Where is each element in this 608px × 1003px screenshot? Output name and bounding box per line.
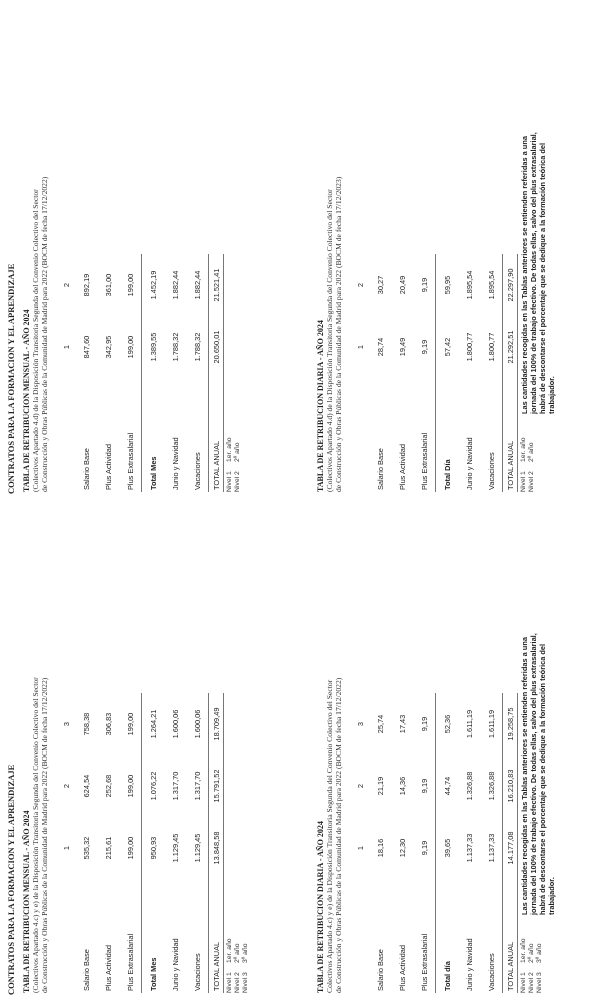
cell-value: 16.210,83 (503, 755, 518, 817)
cell-value: 21.292,51 (503, 316, 518, 378)
level-label: Nivel 1 (226, 471, 233, 492)
cell-value: 199,00 (125, 836, 135, 860)
cell-value: 39,65 (436, 817, 459, 879)
table-row (413, 693, 436, 993)
table-row (119, 693, 142, 993)
column-header: 2 (61, 783, 71, 789)
column-header: 1 (355, 845, 365, 851)
table-row (186, 254, 209, 492)
column-header: 1 (61, 845, 71, 851)
cell-value: 950,93 (142, 817, 165, 879)
cell-value: 9,19 (419, 716, 429, 732)
year-label: 2º año (234, 442, 241, 462)
cell-value: 1.326,88 (464, 771, 474, 801)
table-row (458, 254, 480, 492)
table-row (369, 254, 391, 492)
cell-value: 59,95 (436, 254, 459, 316)
table-row-total (142, 254, 165, 492)
footnote: Las cantidades recogidas en las Tablas anteriores se entienden referidas a una jornada del 100% de trabajo efectivo. De todas ellas, salvo del plus extrasalarial, habrá de descontarse el porcentaje que se dedique a la formación teórica del trabajador. (520, 633, 556, 915)
table-row-total (436, 254, 459, 492)
section-title: TABLA DE RETRIBUCION DIARIA - AÑO 2024 (316, 320, 325, 492)
table-row (164, 693, 186, 993)
row-label: Total Día (436, 378, 459, 492)
level-label: Nivel 2 (528, 471, 535, 492)
table-row (369, 693, 391, 993)
cell-value: 1.882,44 (170, 270, 180, 300)
cell-value: 20.650,01 (209, 316, 224, 378)
panel-two-levels (0, 0, 608, 500)
year-label: 1er. año (226, 437, 233, 462)
row-label: Total Mes (142, 378, 165, 492)
level-label: Nivel 1 (520, 471, 527, 492)
year-label: 1er. año (226, 938, 233, 963)
row-label: Plus Extrasalarial (419, 432, 429, 490)
cell-value: 1.895,54 (464, 270, 474, 300)
row-label: Plus Actividad (103, 443, 113, 490)
cell-value: 19,49 (397, 337, 407, 357)
row-label: Total Mes (142, 879, 165, 993)
level-legend (520, 422, 536, 492)
column-header: 3 (355, 721, 365, 727)
cell-value: 25,74 (375, 714, 385, 734)
cell-value: 1.800,77 (486, 332, 496, 362)
salary-table (351, 693, 518, 993)
section-subtitle-line1: (Colectivos Apartado 4.d) de la Disposición Transitoria Segunda del Convenio Colectivo del Sector (31, 189, 40, 492)
cell-value: 12,30 (397, 838, 407, 858)
cell-value: 1.452,19 (142, 254, 165, 316)
row-label: Plus Extrasalarial (125, 933, 135, 991)
cell-value: 1.611,19 (464, 709, 474, 739)
table-row (458, 693, 480, 993)
table-row (391, 693, 413, 993)
row-label: TOTAL ANUAL (503, 378, 518, 492)
cell-value: 847,60 (81, 335, 91, 359)
cell-value: 1.326,88 (486, 771, 496, 801)
table-diaria-2-niveles (316, 22, 556, 492)
row-label: TOTAL ANUAL (209, 879, 224, 993)
cell-value: 1.129,45 (170, 833, 180, 863)
cell-value: 21,19 (375, 776, 385, 796)
cell-value: 17,43 (397, 714, 407, 734)
section-subtitle-line2: de Construcción y Obras Públicas de la Comunidad de Madrid para 2022 (BOCM de fecha 17/12/2022) (40, 677, 49, 993)
cell-value: 199,00 (125, 273, 135, 297)
table-row (75, 693, 97, 993)
table-row-total (142, 693, 165, 993)
section-subtitle-line1: (Colectivos Apartado 4.d) de la Disposición Transitoria Segunda del Convenio Colectivo del Sector (325, 189, 334, 492)
cell-value: 9,19 (419, 778, 429, 794)
level-label: Nivel 1 (520, 972, 527, 993)
cell-value: 1.882,44 (192, 270, 202, 300)
cell-value: 18.709,49 (209, 693, 224, 755)
cell-value: 30,27 (375, 275, 385, 295)
salary-table (351, 254, 518, 492)
row-label: Vacaciones (486, 953, 496, 991)
level-label: Nivel 2 (528, 972, 535, 993)
cell-value: 9,19 (419, 277, 429, 293)
column-header: 2 (355, 783, 365, 789)
row-label: Junio y Navidad (170, 938, 180, 991)
salary-table (57, 254, 224, 492)
year-label: 2º año (528, 442, 535, 462)
cell-value: 892,19 (81, 273, 91, 297)
row-label: Vacaciones (192, 953, 202, 991)
cell-value: 1.788,32 (192, 332, 202, 362)
section-subtitle-line2: de Construcción y Obras Públicas de la Comunidad de Madrid para 2022 (BOCM de fecha 17/12/2022) (40, 176, 49, 492)
cell-value: 1.611,19 (486, 709, 496, 739)
cell-value: 1.317,70 (192, 771, 202, 801)
row-label: Total día (436, 879, 459, 993)
cell-value: 1.788,32 (170, 332, 180, 362)
table-header-row (351, 693, 369, 993)
cell-value: 252,68 (103, 774, 113, 798)
table-row (164, 254, 186, 492)
cell-value: 1.076,22 (142, 755, 165, 817)
cell-value: 199,00 (125, 712, 135, 736)
cell-value: 1.317,70 (170, 771, 180, 801)
table-row-total (436, 693, 459, 993)
row-label: Plus Actividad (397, 944, 407, 991)
cell-value: 21.521,41 (209, 254, 224, 316)
section-title: TABLA DE RETRIBUCION MENSUAL - AÑO 2024 (22, 810, 31, 993)
page-title: CONTRATOS PARA LA FORMACION Y EL APRENDIZAJE (6, 263, 16, 494)
level-label: Nivel 1 (226, 972, 233, 993)
table-row-annual (503, 254, 518, 492)
footnote: Las cantidades recogidas en las Tablas anteriores se entienden referidas a una jornada del 100% de trabajo efectivo. De todas ellas, salvo del plus extrasalarial, habrá de descontarse el porcentaje que se dedique a la formación teórica del trabajador. (520, 132, 556, 414)
table-row (480, 693, 503, 993)
section-title: TABLA DE RETRIBUCION MENSUAL - AÑO 2024 (22, 309, 31, 492)
year-label: 3º año (536, 943, 543, 963)
row-label: Plus Extrasalarial (125, 432, 135, 490)
row-label: Junio y Navidad (464, 437, 474, 490)
table-row (97, 693, 119, 993)
table-header-row (57, 693, 75, 993)
column-header: 2 (61, 282, 71, 288)
page-title: CONTRATOS PARA LA FORMACION Y EL APRENDIZAJE (6, 764, 16, 995)
table-mensual-2-niveles (22, 22, 242, 492)
table-row (97, 254, 119, 492)
year-label: 2º año (234, 943, 241, 963)
cell-value: 1.137,33 (486, 833, 496, 863)
panel-three-levels (0, 501, 608, 1001)
table-row (413, 254, 436, 492)
table-row-annual (209, 693, 224, 993)
level-label: Nivel 2 (234, 972, 241, 993)
row-label: TOTAL ANUAL (209, 378, 224, 492)
salary-table (57, 693, 224, 993)
level-label: Nivel 2 (234, 471, 241, 492)
section-subtitle-line2: de Construcción y Obras Públicas de la Comunidad de Madrid para 2022 (BOCM de fecha 17/12/2023) (334, 176, 343, 492)
cell-value: 19.258,75 (503, 693, 518, 755)
cell-value: 1.895,54 (486, 270, 496, 300)
row-label: Plus Actividad (103, 944, 113, 991)
cell-value: 28,74 (375, 337, 385, 357)
row-label: Vacaciones (192, 452, 202, 490)
table-row (480, 254, 503, 492)
cell-value: 15.791,52 (209, 755, 224, 817)
table-row-annual (209, 254, 224, 492)
section-title: TABLA DE RETRIBUCION DIARIA - AÑO 2024 (316, 821, 325, 993)
table-row-annual (503, 693, 518, 993)
cell-value: 1.800,77 (464, 332, 474, 362)
section-subtitle-line2: de Construcción y Obras Públicas de la Comunidad de Madrid para 2022 (BOCM de fecha 17/12/2022) (334, 677, 343, 993)
row-label: Salario Base (375, 949, 385, 991)
cell-value: 199,00 (125, 774, 135, 798)
cell-value: 1.600,06 (192, 709, 202, 739)
level-legend (520, 923, 544, 993)
table-mensual-3-niveles (22, 523, 250, 993)
cell-value: 18,16 (375, 838, 385, 858)
level-label: Nivel 3 (536, 972, 543, 993)
cell-value: 57,42 (436, 316, 459, 378)
year-label: 3º año (242, 943, 249, 963)
table-diaria-3-niveles (316, 523, 556, 993)
cell-value: 1.600,06 (170, 709, 180, 739)
column-header: 3 (61, 721, 71, 727)
row-label: Vacaciones (486, 452, 496, 490)
table-header-row (57, 254, 75, 492)
cell-value: 342,95 (103, 335, 113, 359)
cell-value: 215,61 (103, 836, 113, 860)
cell-value: 1.389,55 (142, 316, 165, 378)
row-label: Plus Extrasalarial (419, 933, 429, 991)
row-label: Junio y Navidad (170, 437, 180, 490)
cell-value: 20,49 (397, 275, 407, 295)
cell-value: 9,19 (419, 339, 429, 355)
cell-value: 624,54 (81, 774, 91, 798)
level-label: Nivel 3 (242, 972, 249, 993)
cell-value: 535,32 (81, 836, 91, 860)
level-legend (226, 523, 250, 993)
table-row (119, 254, 142, 492)
cell-value: 199,00 (125, 335, 135, 359)
column-header: 1 (355, 344, 365, 350)
cell-value: 361,00 (103, 273, 113, 297)
cell-value: 9,19 (419, 840, 429, 856)
year-label: 2º año (528, 943, 535, 963)
row-label: TOTAL ANUAL (503, 879, 518, 993)
level-legend (226, 22, 242, 492)
table-row (391, 254, 413, 492)
column-header: 1 (61, 344, 71, 350)
row-label: Salario Base (81, 949, 91, 991)
row-label: Salario Base (375, 448, 385, 490)
cell-value: 13.848,58 (209, 817, 224, 879)
year-label: 1er. año (520, 938, 527, 963)
cell-value: 14,36 (397, 776, 407, 796)
year-label: 1er. año (520, 437, 527, 462)
row-label: Junio y Navidad (464, 938, 474, 991)
cell-value: 1.129,45 (192, 833, 202, 863)
cell-value: 44,74 (436, 755, 459, 817)
column-header: 2 (355, 282, 365, 288)
cell-value: 306,83 (103, 712, 113, 736)
section-subtitle-line1: (Colectivos Apartado 4.c) y e) de la Disposición Transitoria Segunda del Convenio Colectivo del Sector (31, 677, 40, 993)
section-subtitle-line1: Colectivos Apartado 4.c) y e) de la Disposición Transitoria Segunda del Convenio Colectivo del Sector (325, 679, 334, 993)
row-label: Salario Base (81, 448, 91, 490)
cell-value: 14.177,08 (503, 817, 518, 879)
cell-value: 1.137,33 (464, 833, 474, 863)
cell-value: 22.297,90 (503, 254, 518, 316)
table-row (186, 693, 209, 993)
table-header-row (351, 254, 369, 492)
cell-value: 52,36 (436, 693, 459, 755)
row-label: Plus Actividad (397, 443, 407, 490)
cell-value: 758,38 (81, 712, 91, 736)
cell-value: 1.264,21 (142, 693, 165, 755)
table-row (75, 254, 97, 492)
